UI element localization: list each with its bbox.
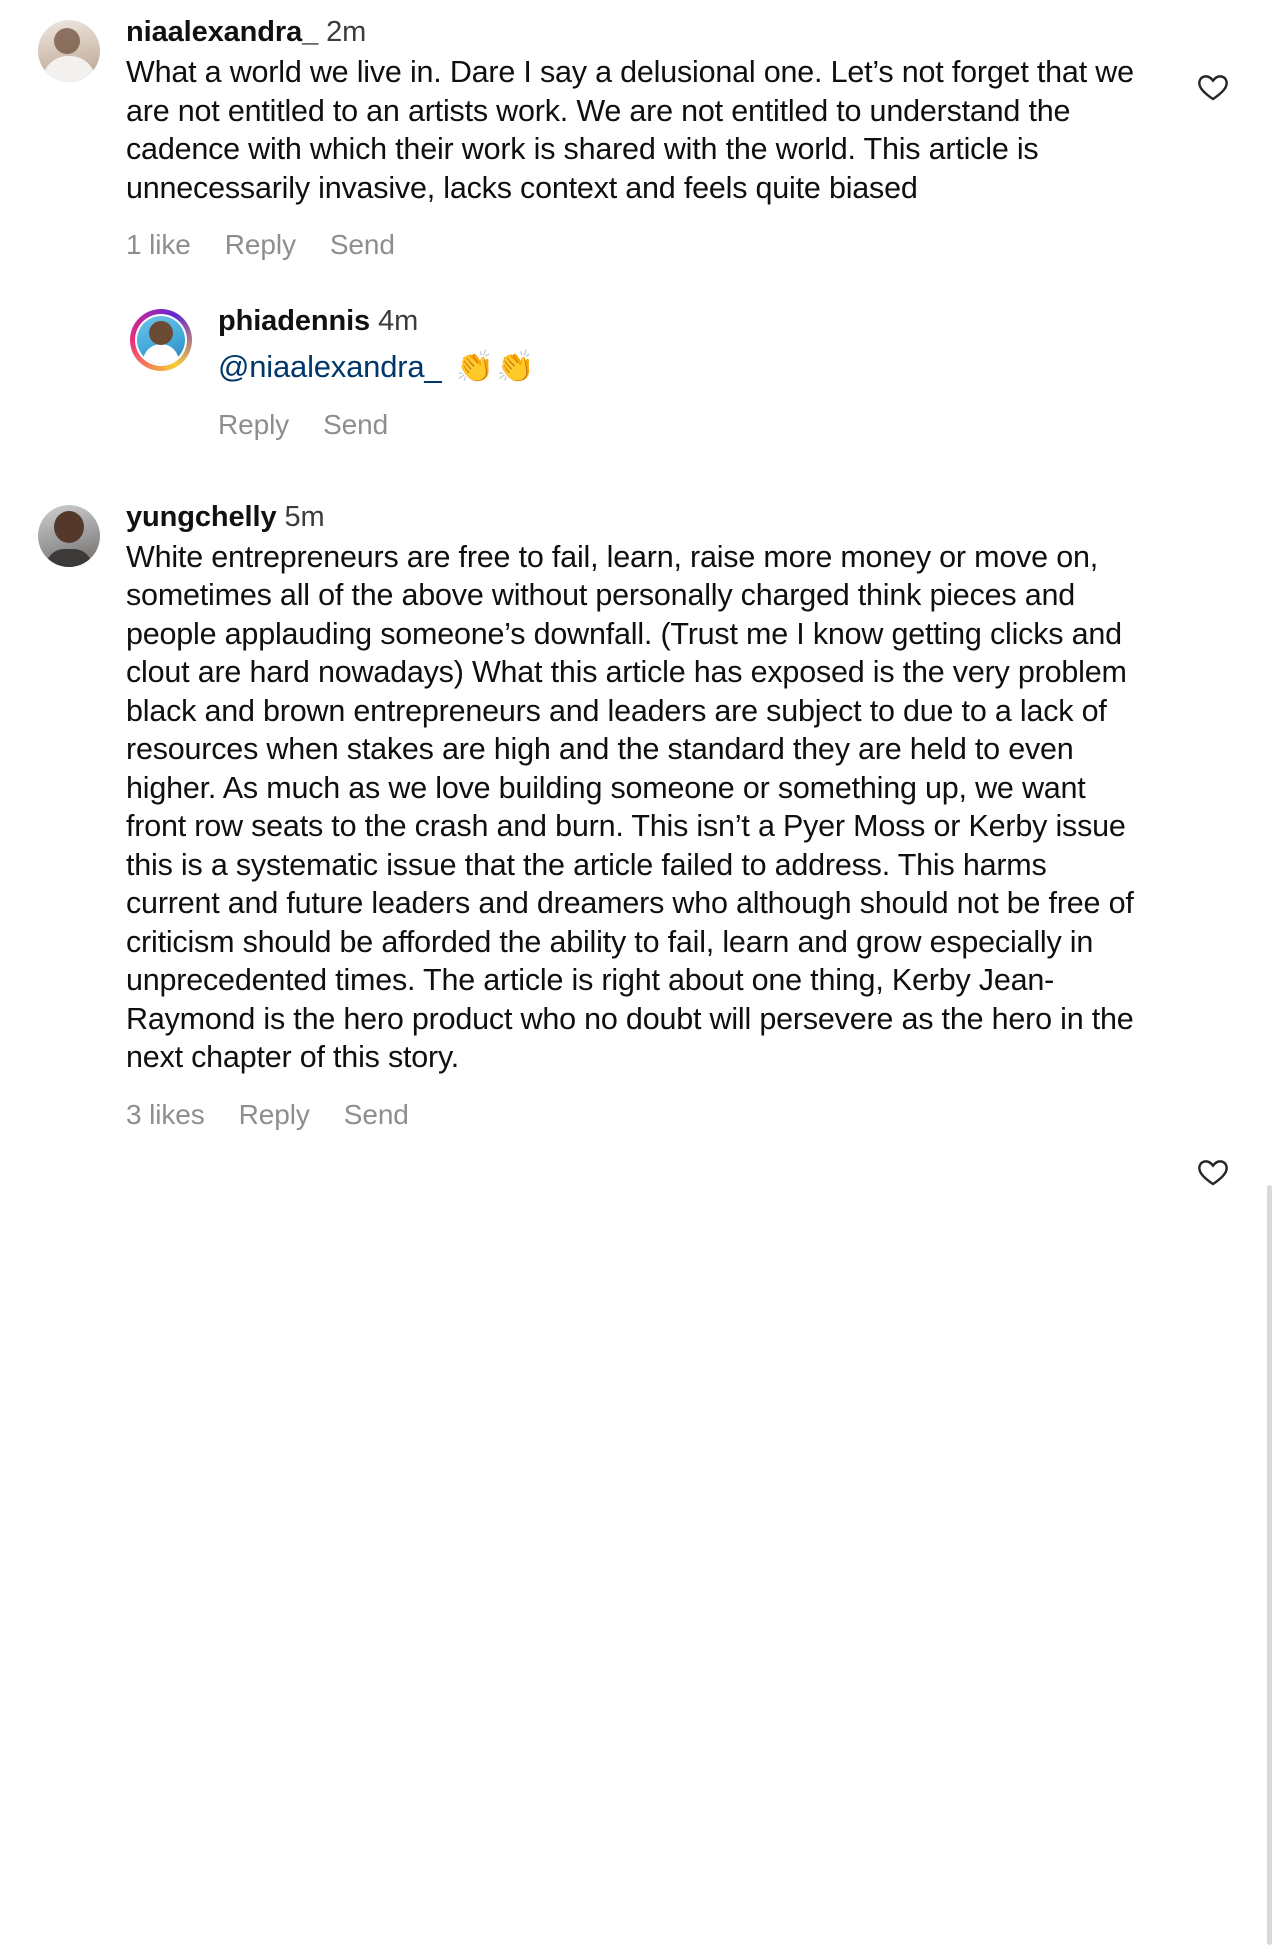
mention-link[interactable]: @niaalexandra_ — [218, 349, 442, 385]
clap-emoji: 👏👏 — [455, 349, 537, 386]
heart-icon[interactable] — [1196, 70, 1230, 104]
vertical-scrollbar[interactable] — [1267, 1185, 1272, 1945]
comment-timestamp: 5m — [284, 500, 325, 533]
comment-actions — [126, 1099, 1138, 1131]
avatar-image — [137, 316, 185, 364]
comment-actions — [126, 229, 1138, 261]
comment-item — [0, 499, 1278, 1131]
avatar-image — [38, 20, 100, 82]
reply-button[interactable]: Reply — [238, 1098, 310, 1130]
avatar[interactable] — [38, 20, 100, 82]
comment-text: White entrepreneurs are free to fail, learn, raise more money or move on, sometimes all of the above without personally charged think pieces and people applauding someone’s downfall. (Trust me I know getting clicks and clout are hard nowadays) What this article has exposed is the very problem black and brown entrepreneurs and leaders are subject to due to a lack of resources when stakes are high and the standard they are held to even higher. As much as we love building someone or something up, we want front row seats to the crash and burn. This isn’t a Pyer Moss or Kerby issue this is a systematic issue that the article failed to address. This harms current and future leaders and dreamers who although should not be free of criticism should be afforded the ability to fail, learn and grow especially in unprecedented times. The article is right about one thing, Kerby Jean-Raymond is the hero product who no doubt will persevere as the hero in the next chapter of this story. — [126, 539, 1142, 1075]
comment-text — [218, 348, 1098, 387]
like-count[interactable]: 1 like — [126, 229, 191, 261]
comment-item — [0, 14, 1278, 261]
comment-body — [102, 14, 1278, 261]
comment-timestamp: 4m — [378, 305, 419, 338]
comment-actions — [218, 409, 1098, 441]
avatar-wrap[interactable] — [38, 20, 102, 82]
like-count[interactable]: 3 likes — [126, 1098, 205, 1130]
comment-body — [194, 303, 1278, 441]
comment-body — [102, 499, 1278, 1131]
avatar-image — [38, 505, 100, 567]
comment-item-reply — [108, 303, 1278, 441]
comment-header — [218, 303, 1098, 340]
avatar-wrap[interactable] — [38, 505, 102, 567]
avatar-wrap[interactable] — [130, 309, 194, 371]
comment-username[interactable]: yungchelly — [126, 500, 277, 533]
comment-username[interactable]: phiadennis — [218, 305, 371, 338]
avatar-with-story-ring[interactable] — [130, 309, 192, 371]
send-button[interactable]: Send — [323, 408, 389, 440]
reply-button[interactable]: Reply — [224, 229, 296, 261]
reply-button[interactable]: Reply — [218, 408, 290, 440]
avatar-inner — [135, 314, 187, 366]
comment-header — [126, 14, 1138, 51]
avatar[interactable] — [38, 505, 100, 567]
comment-text: What a world we live in. Dare I say a delusional one. Let’s not forget that we are not entitled to an artists work. We are not entitled to understand the cadence with which their work is shared with the world. This article is unnecessarily invasive, lacks context and feels quite biased — [126, 55, 1143, 205]
heart-icon[interactable] — [1196, 1155, 1230, 1189]
comment-timestamp: 2m — [326, 16, 367, 48]
send-button[interactable]: Send — [329, 229, 395, 261]
comment-header — [126, 499, 1138, 536]
comment-username[interactable]: niaalexandra_ — [126, 16, 319, 48]
send-button[interactable]: Send — [343, 1098, 409, 1130]
